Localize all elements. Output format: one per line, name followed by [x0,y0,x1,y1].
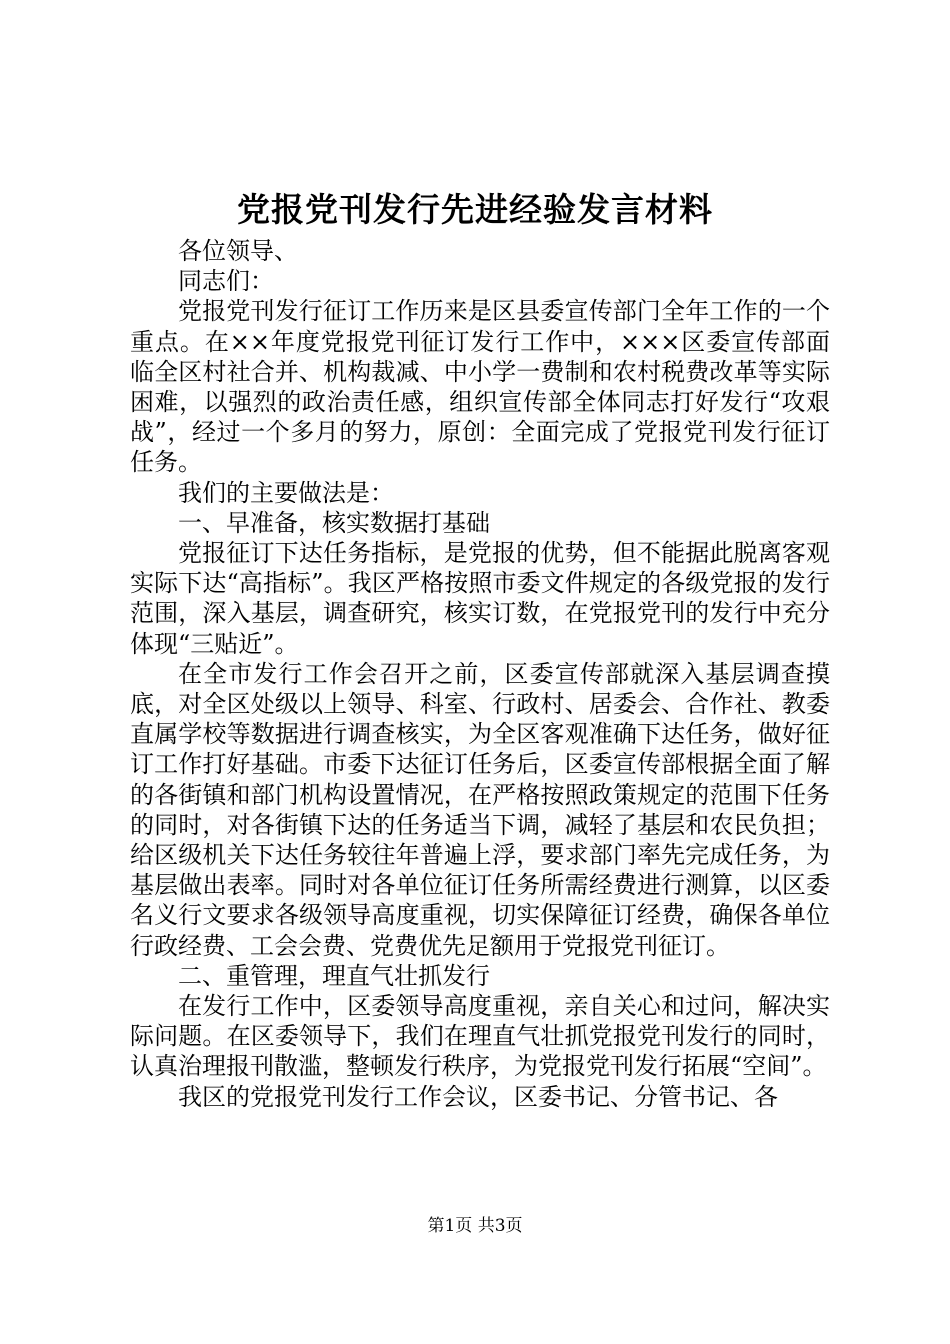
page-number: 第1页 共3页 [427,1216,523,1236]
body-paragraph: 在全市发行工作会召开之前，区委宣传部就深入基层调查摸底，对全区处级以上领导、科室、行政村、居委会、合作社、教委直属学校等数据进行调查核实，为全区客观准确下达任务，做好征订工作打好基础。市委下达征订任务后，区委宣传部根据全面了解的各街镇和部门机构设置情况，在严格按照政策规定的范围下任务的同时，对各街镇下达的任务适当下调，减轻了基层和农民负担；给区级机关下达任务较往年普遍上浮，要求部门率先完成任务，为基层做出表率。同时对各单位征订任务所需经费进行测算，以区委名义行文要求各级领导高度重视，切实保障征订经费，确保各单位行政经费、工会会费、党费优先足额用于党报党刊征订。 [130,659,830,960]
section-heading-1: 一、早准备，核实数据打基础 [178,508,490,537]
body-paragraph: 我区的党报党刊发行工作会议，区委书记、分管书记、各 [178,1082,778,1111]
body-paragraph: 我们的主要做法是： [178,478,394,507]
salutation-line-2: 同志们： [178,267,274,296]
salutation-line-1: 各位领导、 [178,237,298,265]
body-paragraph: 在发行工作中，区委领导高度重视，亲自关心和过问，解决实际问题。在区委领导下，我们在理直气壮抓党报党刊发行的同时，认真治理报刊散滥，整顿发行秩序，为党报党刊发行拓展“空间”。 [130,992,830,1081]
section-heading-2: 二、重管理，理直气壮抓发行 [178,961,490,990]
body-paragraph: 党报党刊发行征订工作历来是区县委宣传部门全年工作的一个重点。在××年度党报党刊征订发行工作中，×××区委宣传部面临全区村社合并、机构裁减、中小学一费制和农村税费改革等实际困难，以强烈的政治责任感，组织宣传部全体同志打好发行“攻艰战”，经过一个多月的努力，原创：全面完成了党报党刊发行征订任务。 [130,297,830,477]
body-paragraph: 党报征订下达任务指标，是党报的优势，但不能据此脱离客观实际下达“高指标”。我区严格按照市委文件规定的各级党报的发行范围，深入基层，调查研究，核实订数，在党报党刊的发行中充分体现“三贴近”。 [130,539,830,658]
document-body [130,236,830,1112]
document-title: 党报党刊发行先进经验发言材料 [237,190,713,229]
